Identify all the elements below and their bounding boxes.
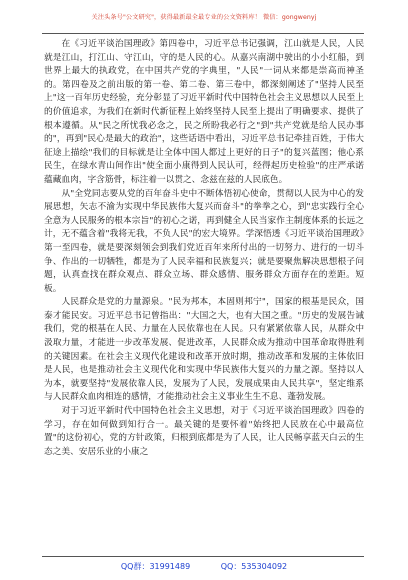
header-divider [42, 33, 364, 34]
document-body [44, 38, 364, 459]
footer-divider [42, 556, 364, 557]
footer-qq: QQ：535304092 [220, 562, 288, 571]
paragraph-4: 对于习近平新时代中国特色社会主义思想，对于《习近平谈治国理政》四卷的学习，存在如何做到知行合一。最关键的是要怀着"始终把人民放在心中最高位置"的这份初心，党的方针政策，归根到底都是为了人民，让人民畅享蓝天白云的生态之美、安居乐业的小康之 [44, 406, 364, 457]
page-header-banner: 关注头条号"公文研究"，获得最新最全最专业的公文资料库！ 微信：gongwenyj [91, 14, 317, 21]
paragraph-1: 在《习近平谈治国理政》第四卷中，习近平总书记强调，江山就是人民，人民就是江山，打江山、守江山，守的是人民的心。从嘉兴南湖中驶出的小小红船，到世界上最大的执政党，在中国共产党的字典里，"人民"一词从来都是崇高而神圣的。第四卷及之前出版的第一卷、第二卷、第三卷中，都深刻阐述了"坚持人民至上"这一百年历史经验，充分彰显了习近平新时代中国特色社会主义思想以人民至上的价值追求，为我们在新时代新征程上始终坚持人民至上提出了明确要求、提供了根本遵循。从"民之所忧我必念之，民之所盼我必行之"到"共产党就是给人民办事的"，再到"民心是最大的政治"，这些话语中看出，习近平总书记牵挂百姓，于伟大征途上描绘"我们的目标就是让全体中国人都过上更好的日子"的复兴蓝图；他心系民生，在绿水青山间作出"使全面小康得到人民认可，经得起历史检验"的庄严承诺蕴藏血肉，字含筋骨，标注着一以贯之、念兹在兹的人民底色。 [44, 39, 364, 185]
page-footer [0, 561, 408, 572]
footer-qq-group: QQ群：31991489 [120, 562, 191, 571]
paragraph-2: 从"全党同志要从党的百年奋斗史中不断体悟初心使命，贯彻以人民为中心的发展思想，矢志不渝为实现中华民族伟大复兴而奋斗"的拳拳之心，到"忠实践行全心全意为人民服务的根本宗旨"的初心之诺，再到健全人民当家作主制度体系的长远之计，无不蕴含着"我将无我，不负人民"的宏大境界。学深悟透《习近平谈治国理政》第一至四卷，就是要深刻领会到我们党近百年来所付出的一切努力、进行的一切斗争、作出的一切牺牲，都是为了人民幸福和民族复兴；就是要聚焦解决思想根子问题，认真查找在群众观点、群众立场、群众感情、服务群众方面存在的差距。短板。 [44, 188, 364, 294]
paragraph-3: 人民群众是党的力量源泉。"民为邦本，本固则邦宁"，国家的根基是民众，国泰才能民安。习近平总书记曾指出："大国之大，也有大国之重。"历史的发展告诫我们，党的根基在人民、力量在人民依靠也在人民。只有紧紧依靠人民，从群众中汲取力量，才能进一步改革发展、促进改革，人民群众成为推动中国革命取得胜利的关键因素。在社会主义现代化建设和改革开放时期，推动改革和发展的主体依旧是人民，也是推动社会主义现代化和实现中华民族伟大复兴的力量之源。坚持以人为本，就要坚持"发展依靠人民，发展为了人民，发展成果由人民共享"，坚定维系与人民群众血肉相连的感情，才能推动社会主义事业生生不息、蓬勃发展。 [44, 297, 364, 403]
